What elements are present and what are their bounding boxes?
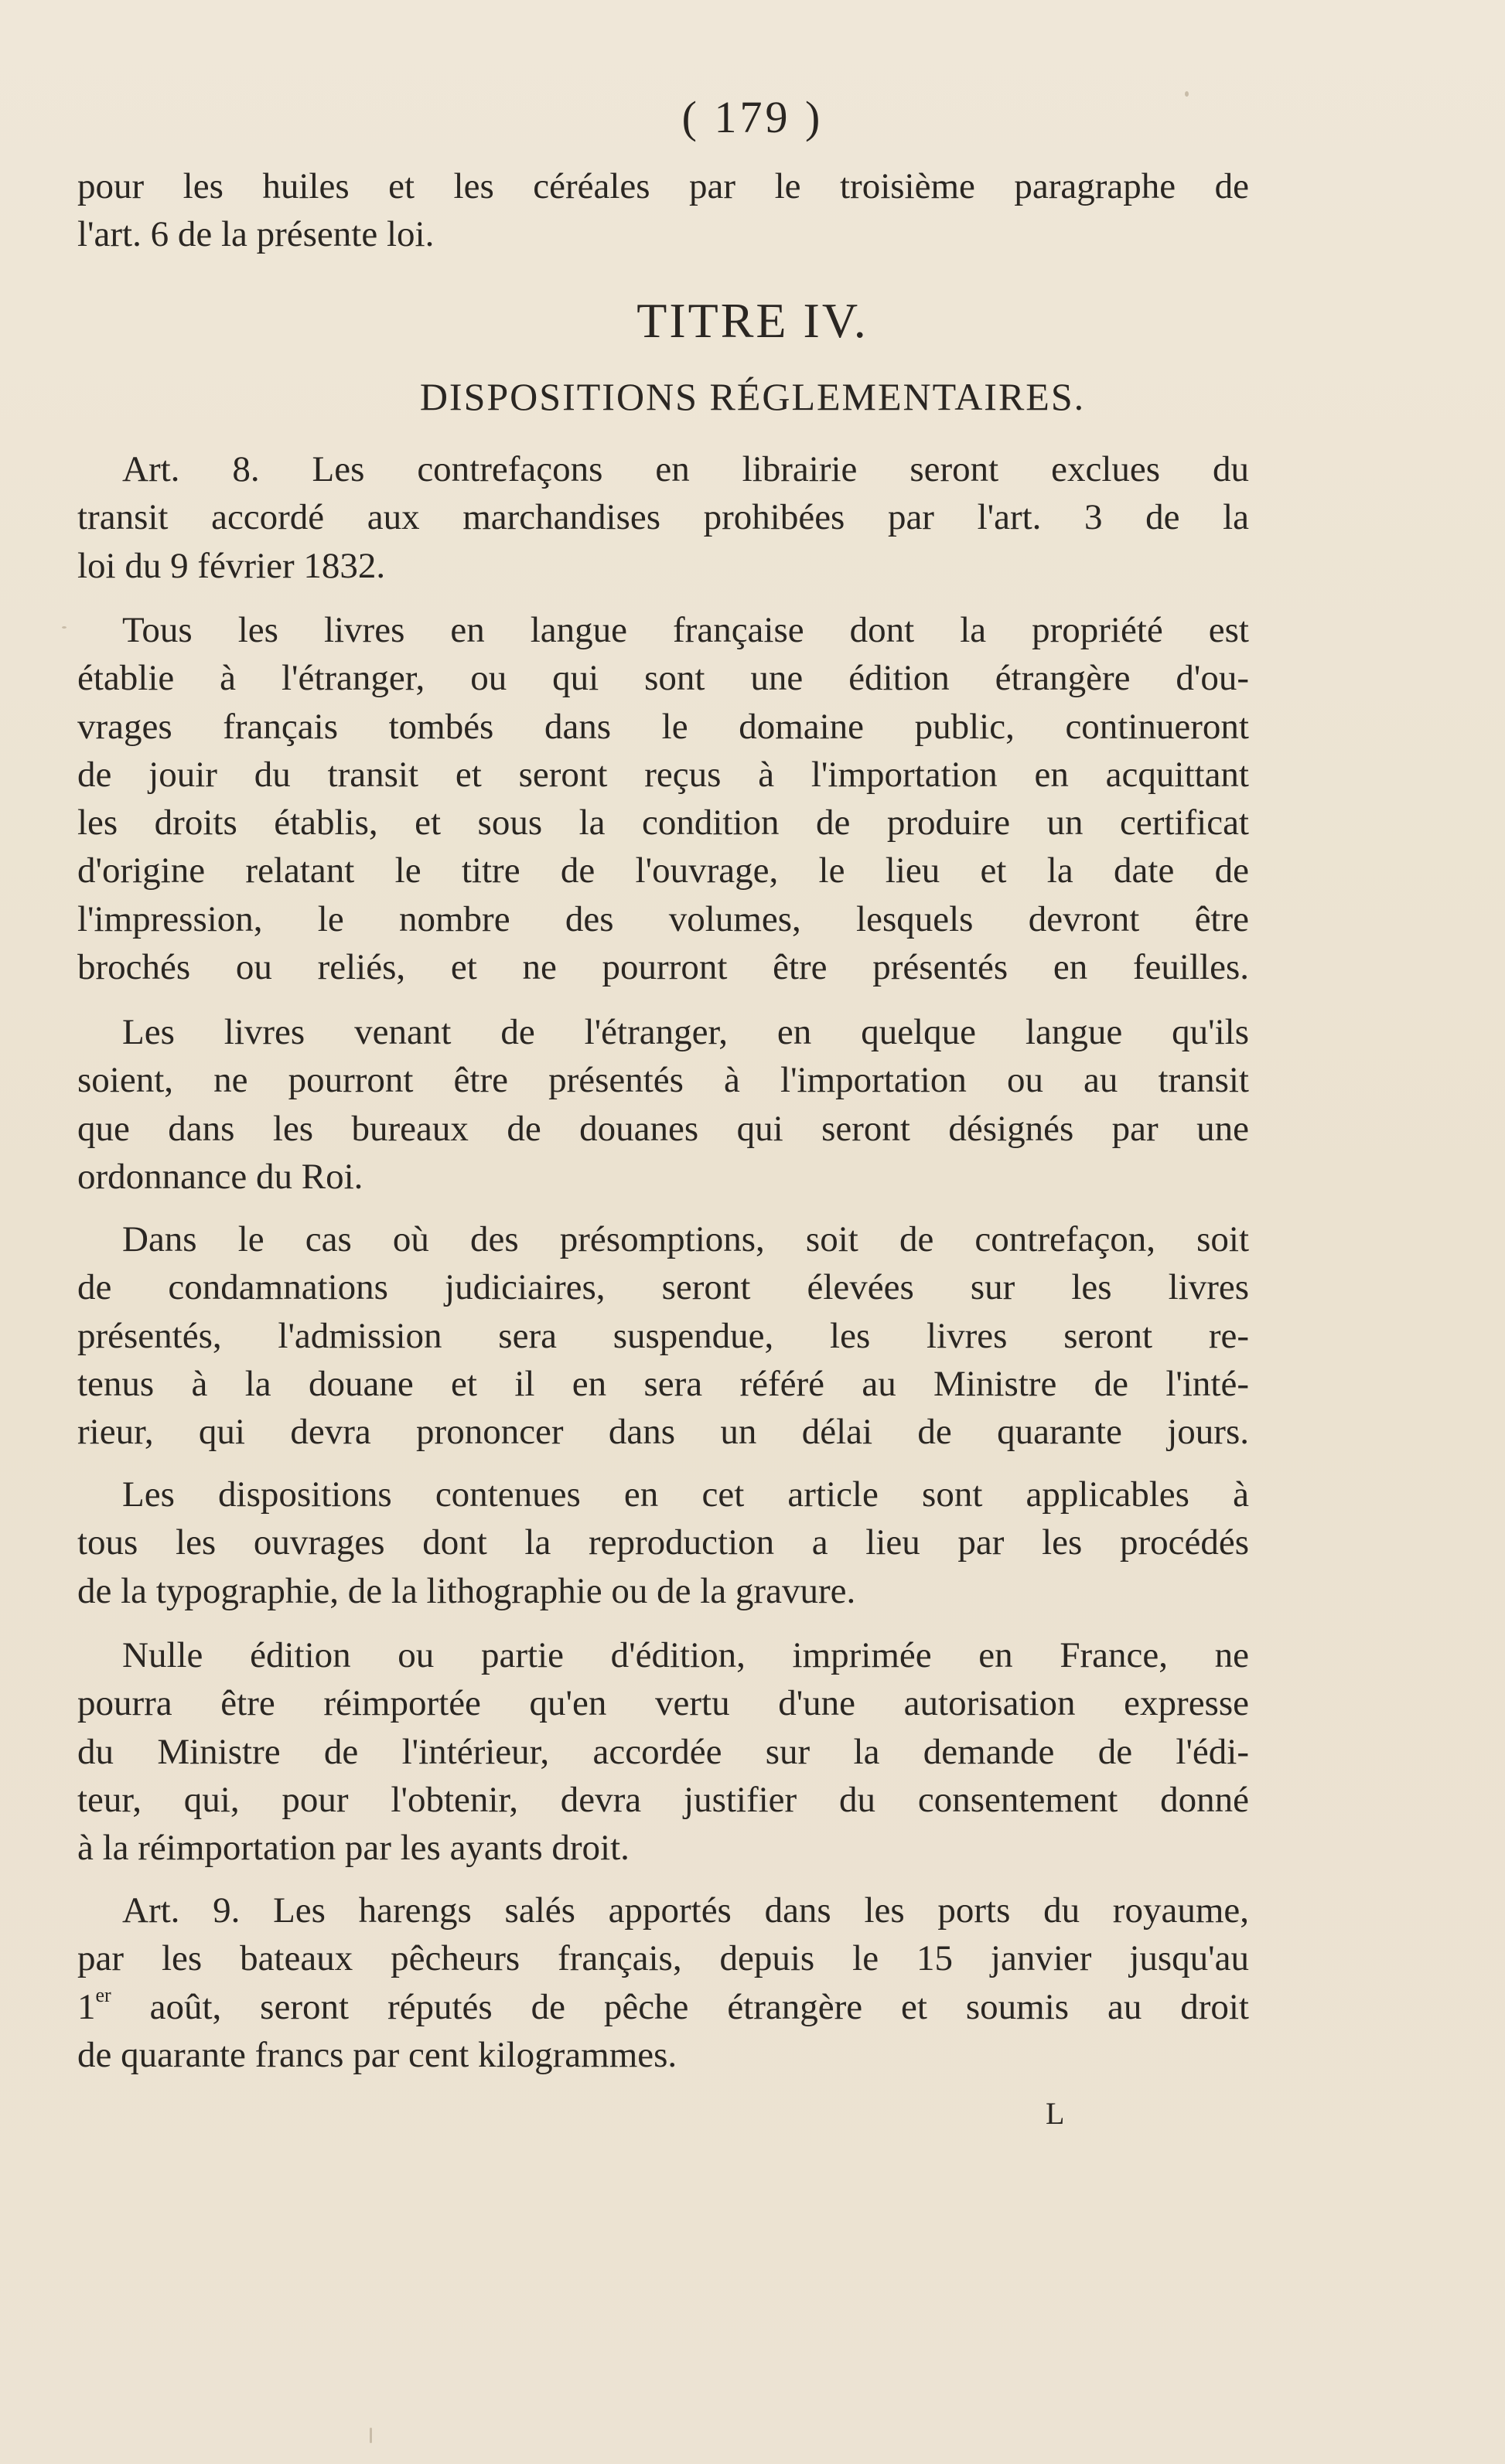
text-line: à la réimportation par les ayants droit. (77, 1828, 630, 1869)
paragraph-presomptions (77, 1215, 1249, 1456)
text-line: Art. 9. Les harengs salés apportés dans les ports du royaume, (122, 1890, 1249, 1931)
text-line: de la typographie, de la lithographie ou de la gravure. (77, 1570, 856, 1611)
paragraph-reimportation (77, 1631, 1249, 1872)
text-line: l'impression, le nombre des volumes, lesquels devront être (77, 898, 1249, 939)
text-line: rieur, qui devra prononcer dans un délai de quarante jours. (77, 1412, 1249, 1453)
text-line: de jouir du transit et seront reçus à l'importation en acquittant (77, 754, 1249, 795)
paper-speck (370, 2428, 372, 2443)
text-line: transit accordé aux marchandises prohibées par l'art. 3 de la (77, 497, 1249, 538)
signature-mark: L (1046, 2096, 1066, 2131)
text-line-with-superscript (77, 1983, 1249, 2031)
section-subtitle: DISPOSITIONS RÉGLEMENTAIRES. (419, 375, 1086, 418)
text-line: Nulle édition ou partie d'édition, imprimée en France, ne (122, 1635, 1249, 1675)
section-title: TITRE IV. (636, 293, 869, 348)
text-line: par les bateaux pêcheurs français, depuis le 15 janvier jusqu'au (77, 1938, 1249, 1979)
text-line: l'art. 6 de la présente loi. (77, 214, 435, 255)
text-line: loi du 9 février 1832. (77, 545, 386, 586)
text-line: d'origine relatant le titre de l'ouvrage, le lieu et la date de (77, 850, 1249, 891)
text-line: brochés ou reliés, et ne pourront être présentés en feuilles. (77, 947, 1249, 988)
text-line-rest: août, seront réputés de pêche étrangère et soumis au droit (111, 1986, 1249, 2027)
page-number: ( 179 ) (681, 92, 824, 142)
text-line: de condamnations judiciaires, seront élevées sur les livres (77, 1267, 1249, 1308)
text-line: ordonnance du Roi. (77, 1156, 363, 1197)
text-line: tous les ouvrages dont la reproduction a lieu par les procédés (77, 1522, 1249, 1563)
text-line: Dans le cas où des présomptions, soit de contrefaçon, soit (122, 1219, 1249, 1259)
paragraph-art-8 (77, 445, 1249, 590)
text-line: du Ministre de l'intérieur, accordée sur la demande de l'édi- (77, 1731, 1249, 1772)
text-line: Tous les livres en langue française dont la propriété est (122, 610, 1249, 650)
text-line: de quarante francs par cent kilogrammes. (77, 2034, 677, 2075)
text-line: vrages français tombés dans le domaine public, continueront (77, 706, 1249, 747)
paragraph-continuation (77, 162, 1249, 259)
paragraph-dispositions (77, 1471, 1249, 1615)
text-line: teur, qui, pour l'obtenir, devra justifier du consentement donné (77, 1779, 1249, 1820)
text-line: tenus à la douane et il en sera référé au Ministre de l'inté- (77, 1363, 1249, 1404)
text-line: pourra être réimportée qu'en vertu d'une autorisation expresse (77, 1683, 1249, 1724)
paper-speck (62, 626, 67, 629)
paragraph-art-9 (77, 1886, 1249, 2079)
ordinal-superscript: er (95, 1983, 111, 2006)
text-line: Les livres venant de l'étranger, en quelque langue qu'ils (122, 1012, 1249, 1052)
text-line: établie à l'étranger, ou qui sont une édition étrangère d'ou- (77, 658, 1249, 699)
paragraph-livres-etranger (77, 1008, 1249, 1201)
text-line: que dans les bureaux de douanes qui seront désignés par une (77, 1108, 1249, 1149)
text-line: soient, ne pourront être présentés à l'importation ou au transit (77, 1060, 1249, 1101)
text-line: présentés, l'admission sera suspendue, les livres seront re- (77, 1315, 1249, 1356)
text-line: les droits établis, et sous la condition de produire un certificat (77, 803, 1249, 843)
ordinal-number: 1 (77, 1986, 96, 2027)
text-line: Art. 8. Les contrefaçons en librairie seront exclues du (122, 449, 1249, 489)
text-line: Les dispositions contenues en cet article sont applicables à (122, 1474, 1249, 1515)
text-line: pour les huiles et les céréales par le troisième paragraphe de (77, 166, 1249, 206)
paragraph-livres-francais (77, 606, 1249, 991)
